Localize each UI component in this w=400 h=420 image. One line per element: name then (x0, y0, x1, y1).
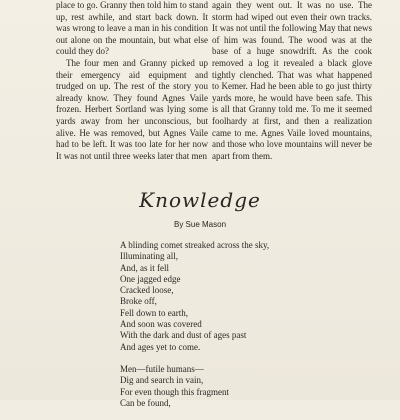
poem-line: And soon was covered (120, 319, 202, 330)
right-paragraph-1: again they went out. It was no use. The storm had wiped out even their own tracks. It was not until the following May that news of him was found. The wood was at the base of a huge snowdrift. As the cook removed a log it revealed a black glove tightly clenched. That was what happened to Kemer. Had he been able to go just thirty yards more, he would have been safe. This is all that Granny told me. To me it seemed foolhardy at first, and then a realization came to me. Agnes Vaile loved mountains, and those who love mountains will never be apart from them. (212, 0, 372, 161)
poem-line: Broke off, (120, 296, 157, 307)
poem-line: For even though this fragment (120, 386, 229, 397)
poem-line: One jagged edge (120, 273, 181, 284)
left-text-column (56, 0, 208, 162)
poem-stanza-1 (120, 240, 269, 353)
left-paragraph-2: The four men and Granny picked up their emergency aid equipment and trudged on up. The rest of the story you already know. They found Agnes Vaile frozen. Herbert Sortland was lying some yards away from her unconscious, but alive. He was removed, but Agnes Vaile had to be left. It was too late for her now It was not until three weeks later that men (56, 57, 208, 161)
poem-line: Illuminating all, (120, 251, 178, 262)
poem-body (120, 240, 269, 420)
poem-line: Men—futile humans— (120, 363, 204, 374)
poem-line: Dig and search in vain, (120, 375, 204, 386)
poem-line: Cracked loose, (120, 285, 174, 296)
poem-title: Knowledge (139, 188, 261, 212)
poem-line: And ages yet to come. (120, 341, 201, 352)
poem-line: With the dark and dust of ages past (120, 330, 247, 341)
right-text-column (212, 0, 372, 162)
poem-line: Can be found, (120, 397, 171, 408)
left-paragraph-1: place to go. Granny then told him to stand up, rest awhile, and start back down. It was wrong to leave a man in his condition out alone on the mountain, but what else could they do? (56, 0, 208, 57)
poem-line: And, as it fell (120, 262, 169, 273)
poem-byline: By Sue Mason (173, 220, 227, 229)
poem-line: Fell down to earth, (120, 307, 188, 318)
poem-stanza-2 (120, 364, 269, 409)
poem-line: A blinding comet streaked across the sky, (120, 240, 270, 250)
